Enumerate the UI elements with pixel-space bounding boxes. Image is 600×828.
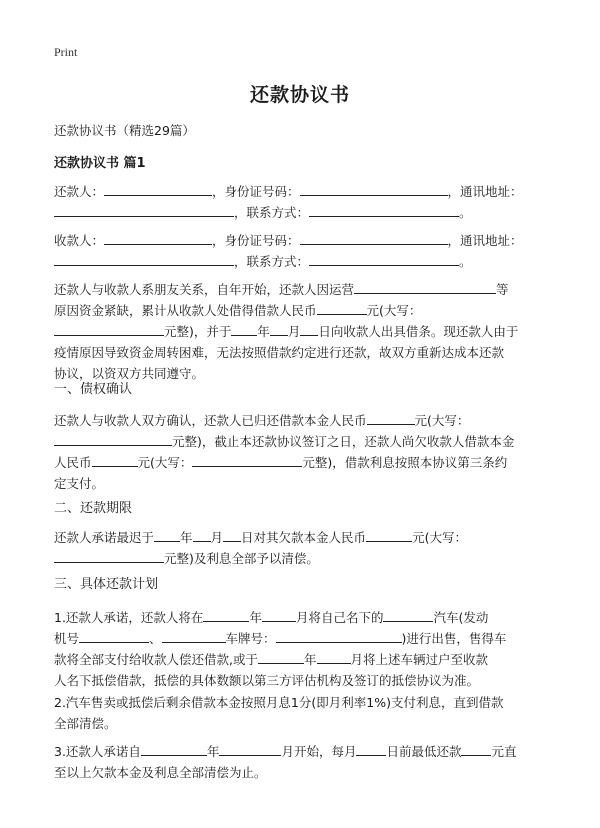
- plan-amount-blank: [461, 741, 491, 756]
- intro-text: 原因资金紧缺，累计从收款人处借得借款人民币: [54, 303, 317, 318]
- intro-month-blank: [270, 321, 288, 336]
- section2-text: 年: [180, 530, 193, 545]
- section3-text: 款将全部支付给收款人偿还借款,或于: [54, 652, 258, 667]
- section3-text: 3.还款人承诺自: [54, 744, 141, 759]
- engine-number-blank: [79, 628, 149, 643]
- section2-month-blank: [193, 527, 211, 542]
- payee-address-blank: [54, 251, 234, 266]
- section3-text: 车牌号：: [225, 631, 276, 646]
- section3-text: 年: [206, 744, 220, 759]
- section1-heading: 一、债权确认: [54, 382, 133, 397]
- section3-heading: 三、具体还款计划: [54, 577, 159, 592]
- payee-id-label: ，身份证号码：: [212, 233, 300, 248]
- repayer-block: [54, 181, 554, 223]
- payee-address-label: ，通讯地址：: [447, 233, 523, 248]
- section-title: 还款协议书 篇1: [54, 156, 146, 171]
- section1-owed-blank: [92, 452, 138, 467]
- section3-item3: [54, 741, 554, 783]
- intro-text: 协议，以资双方共同遵守。: [54, 366, 205, 381]
- section2-amount-blank: [366, 527, 412, 542]
- section1-text: 元(大写：: [137, 455, 193, 470]
- section2-text: 日对其欠款本金人民币: [241, 530, 367, 545]
- car-brand-blank: [383, 607, 433, 622]
- section3-text: 至以上欠款本金及利息全部清偿为止。: [54, 765, 267, 780]
- section2-text: 元(大写：: [412, 530, 467, 545]
- plate-number-blank: [276, 628, 402, 643]
- intro-text: 还款人与收款人系朋友关系，自年开始，还款人因运营: [54, 282, 355, 297]
- repayer-name-blank: [104, 181, 212, 196]
- repayer-id-blank: [300, 181, 448, 196]
- plan-year-blank: [141, 741, 207, 756]
- payee-contact-blank: [309, 251, 459, 266]
- payee-label: 收款人：: [54, 233, 105, 248]
- intro-business-blank: [354, 279, 496, 294]
- car-blank: [162, 628, 226, 643]
- repayer-end: 。: [459, 205, 472, 220]
- section3-text: 日前最低还款: [386, 744, 462, 759]
- section2-heading: 二、还款期限: [54, 501, 133, 516]
- plan-month-blank: [219, 741, 281, 756]
- intro-day-blank: [300, 321, 318, 336]
- payee-id-blank: [300, 230, 448, 245]
- document-subtitle: 还款协议书（精选29篇）: [54, 123, 195, 138]
- document-title: 还款协议书: [249, 84, 350, 106]
- intro-text: 疫情原因导致资金周转困难，无法按照借款约定进行还款，故双方重新达成本还款: [54, 345, 505, 360]
- section1-text: 元整)，截止本还款协议签订之日，还款人尚欠收款人借款本金: [172, 434, 515, 449]
- payee-block: [54, 230, 554, 272]
- section1-repaid-words-blank: [54, 431, 172, 446]
- section1-text: 元(大写：: [414, 413, 470, 428]
- transfer-month-blank: [317, 649, 351, 664]
- section3-text: 、: [149, 631, 162, 646]
- section3-text: 2.汽车售卖或抵偿后剩余借款本金按照月息1分(即月利率1%)支付利息，直到借款: [54, 695, 504, 710]
- section3-text: 全部清偿。: [54, 716, 117, 731]
- section1-owed-words-blank: [192, 452, 302, 467]
- section3-text: 月将上述车辆过户至收款: [350, 652, 489, 667]
- section3-text: 年: [303, 652, 317, 667]
- repayer-label: 还款人：: [54, 184, 105, 199]
- intro-year-blank: [231, 321, 257, 336]
- intro-text: 等: [496, 282, 509, 297]
- section3-text: )进行出售，售得车: [401, 631, 507, 646]
- section3-text: 1.还款人承诺，还款人将在: [54, 610, 204, 625]
- intro-text: 年: [257, 324, 270, 339]
- section3-text: 元直: [491, 744, 517, 759]
- section2-text: 元整)及利息全部予以清偿。: [164, 551, 319, 566]
- section3-text: 机号: [54, 631, 80, 646]
- repayer-contact-label: ，联系方式：: [234, 205, 310, 220]
- intro-text: 元(大写：: [366, 303, 422, 318]
- intro-amount-blank: [317, 300, 367, 315]
- sale-year-blank: [203, 607, 249, 622]
- section3-text: 年: [249, 610, 262, 625]
- print-label: Print: [54, 45, 78, 59]
- intro-text: 元整)，并于: [164, 324, 232, 339]
- section2-text: 还款人承诺最迟于: [54, 530, 155, 545]
- transfer-year-blank: [258, 649, 304, 664]
- section2-text: 月: [210, 530, 224, 545]
- section1-text: 还款人与收款人双方确认，还款人已归还借款本金人民币: [54, 413, 367, 428]
- payee-name-blank: [104, 230, 212, 245]
- section1-text: 元整)，借款利息按照本协议第三条约: [302, 455, 508, 470]
- repayer-address-blank: [54, 202, 234, 217]
- section3-text: 人名下抵偿借款，抵偿的具体数额以第三方评估机构及签订的抵偿协议为准。: [54, 673, 480, 688]
- section1-text: 人民币: [54, 455, 92, 470]
- intro-amount-words-blank: [54, 321, 164, 336]
- section1-text: 定支付。: [54, 476, 105, 491]
- section2-paragraph: [54, 527, 554, 569]
- section3-text: 月开始，每月: [281, 744, 357, 759]
- payee-end: 。: [459, 254, 472, 269]
- plan-day-blank: [356, 741, 386, 756]
- intro-text: 月: [287, 324, 301, 339]
- payee-contact-label: ，联系方式：: [234, 254, 310, 269]
- section3-item1: [54, 607, 554, 691]
- repayer-contact-blank: [309, 202, 459, 217]
- section2-day-blank: [223, 527, 241, 542]
- sale-month-blank: [262, 607, 296, 622]
- section1-repaid-blank: [367, 410, 415, 425]
- section2-year-blank: [154, 527, 180, 542]
- repayer-id-label: ，身份证号码：: [212, 184, 300, 199]
- section3-item2: [54, 692, 554, 734]
- section3-text: 月将自己名下的: [295, 610, 384, 625]
- section3-text: 汽车(发动: [433, 610, 489, 625]
- section1-paragraph: [54, 410, 554, 494]
- intro-paragraph: [54, 279, 554, 384]
- section2-words-blank: [54, 548, 164, 563]
- intro-text: 日向收款人出具借条。现还款人由于: [318, 324, 519, 339]
- repayer-address-label: ，通讯地址：: [447, 184, 523, 199]
